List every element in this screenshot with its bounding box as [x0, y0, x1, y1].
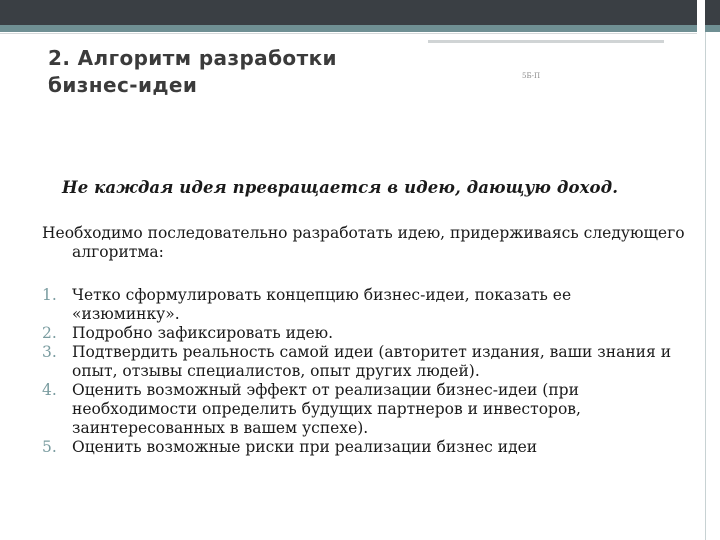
list-item-number: 3.	[42, 343, 57, 361]
slide-number: 5Б-П	[522, 72, 541, 80]
list-item-text: Оценить возможный эффект от реализации бизнес-идеи (при необходимости определить будущих партнеров и инвесторов, заинтересованных в вашем успехе).	[72, 381, 581, 437]
top-dark-bar	[0, 0, 720, 25]
list-item-number: 5.	[42, 438, 57, 456]
header-rule	[0, 33, 697, 34]
right-strip	[705, 32, 720, 540]
list-item-number: 1.	[42, 286, 57, 304]
list-item-text: Подробно зафиксировать идею.	[72, 324, 334, 342]
list-item	[42, 343, 672, 381]
list-item	[42, 324, 672, 343]
list-item-text: Оценить возможные риски при реализации бизнес идеи	[72, 438, 538, 456]
list-item-text: Подтвердить реальность самой идеи (авторитет издания, ваши знания и опыт, отзывы специалистов, опыт других людей).	[72, 343, 672, 380]
list-item	[42, 381, 672, 438]
slide-title: 2. Алгоритм разработки бизнес-идеи	[48, 46, 337, 97]
list-item	[42, 286, 672, 324]
list-item-text: Четко сформулировать концепцию бизнес-идеи, показать ее «изюминку».	[72, 286, 572, 323]
top-accent-bar-right	[705, 25, 720, 32]
vertical-divider	[697, 0, 705, 540]
list-item	[42, 438, 672, 457]
intro-paragraph: Необходимо последовательно разработать идею, придерживаясь следующего алгоритма:	[42, 224, 685, 261]
top-accent-bar	[0, 25, 697, 32]
list-item-number: 2.	[42, 324, 57, 342]
header-accent-line	[428, 40, 664, 43]
steps-list	[42, 286, 672, 457]
slide-subtitle: Не каждая идея превращается в идею, дающую доход.	[62, 178, 619, 197]
list-item-number: 4.	[42, 381, 57, 399]
